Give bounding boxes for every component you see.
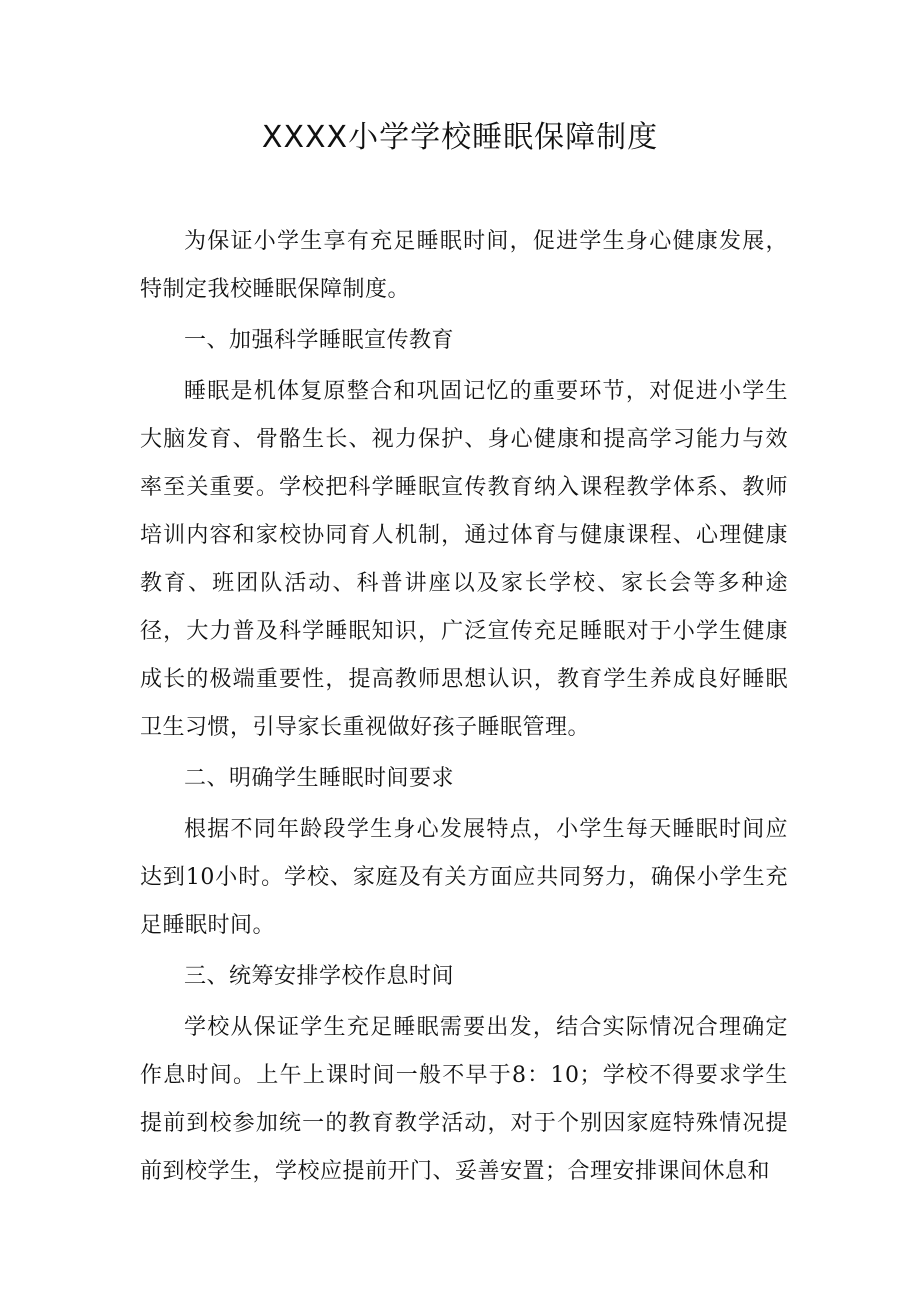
section-3-paragraph: 学校从保证学生充足睡眠需要出发，结合实际情况合理确定作息时间。上午上课时间一般不早于8：10；学校不得要求学生提前到校参加统一的教育教学活动，对于个别因家庭特殊情况提前到校学生，学校应提前开门、妥善安置；合理安排课间休息和 bbox=[140, 1015, 788, 1184]
section-1-heading: 一、加强科学睡眠宣传教育 bbox=[184, 328, 455, 353]
section-1-paragraph: 睡眠是机体复原整合和巩固记忆的重要环节，对促进小学生大脑发育、骨骼生长、视力保护、身心健康和提高学习能力与效率至关重要。学校把科学睡眠宣传教育纳入课程教学体系、教师培训内容和家校协同育人机制，通过体育与健康课程、心理健康教育、班团队活动、科普讲座以及家长学校、家长会等多种途径，大力普及科学睡眠知识，广泛宣传充足睡眠对于小学生健康成长的极端重要性，提高教师思想认识，教育学生养成良好睡眠卫生习惯，引导家长重视做好孩子睡眠管理。 bbox=[140, 379, 788, 740]
intro-paragraph: 为保证小学生享有充足睡眠时间，促进学生身心健康发展，特制定我校睡眠保障制度。 bbox=[140, 229, 788, 302]
document-body bbox=[140, 218, 788, 1196]
section-3-heading: 三、统筹安排学校作息时间 bbox=[184, 964, 455, 989]
section-2-heading: 二、明确学生睡眠时间要求 bbox=[184, 766, 455, 791]
section-2-paragraph: 根据不同年龄段学生身心发展特点，小学生每天睡眠时间应达到10小时。学校、家庭及有关方面应共同努力，确保小学生充足睡眠时间。 bbox=[140, 817, 788, 938]
document-title: XXXX小学学校睡眠保障制度 bbox=[261, 120, 659, 155]
